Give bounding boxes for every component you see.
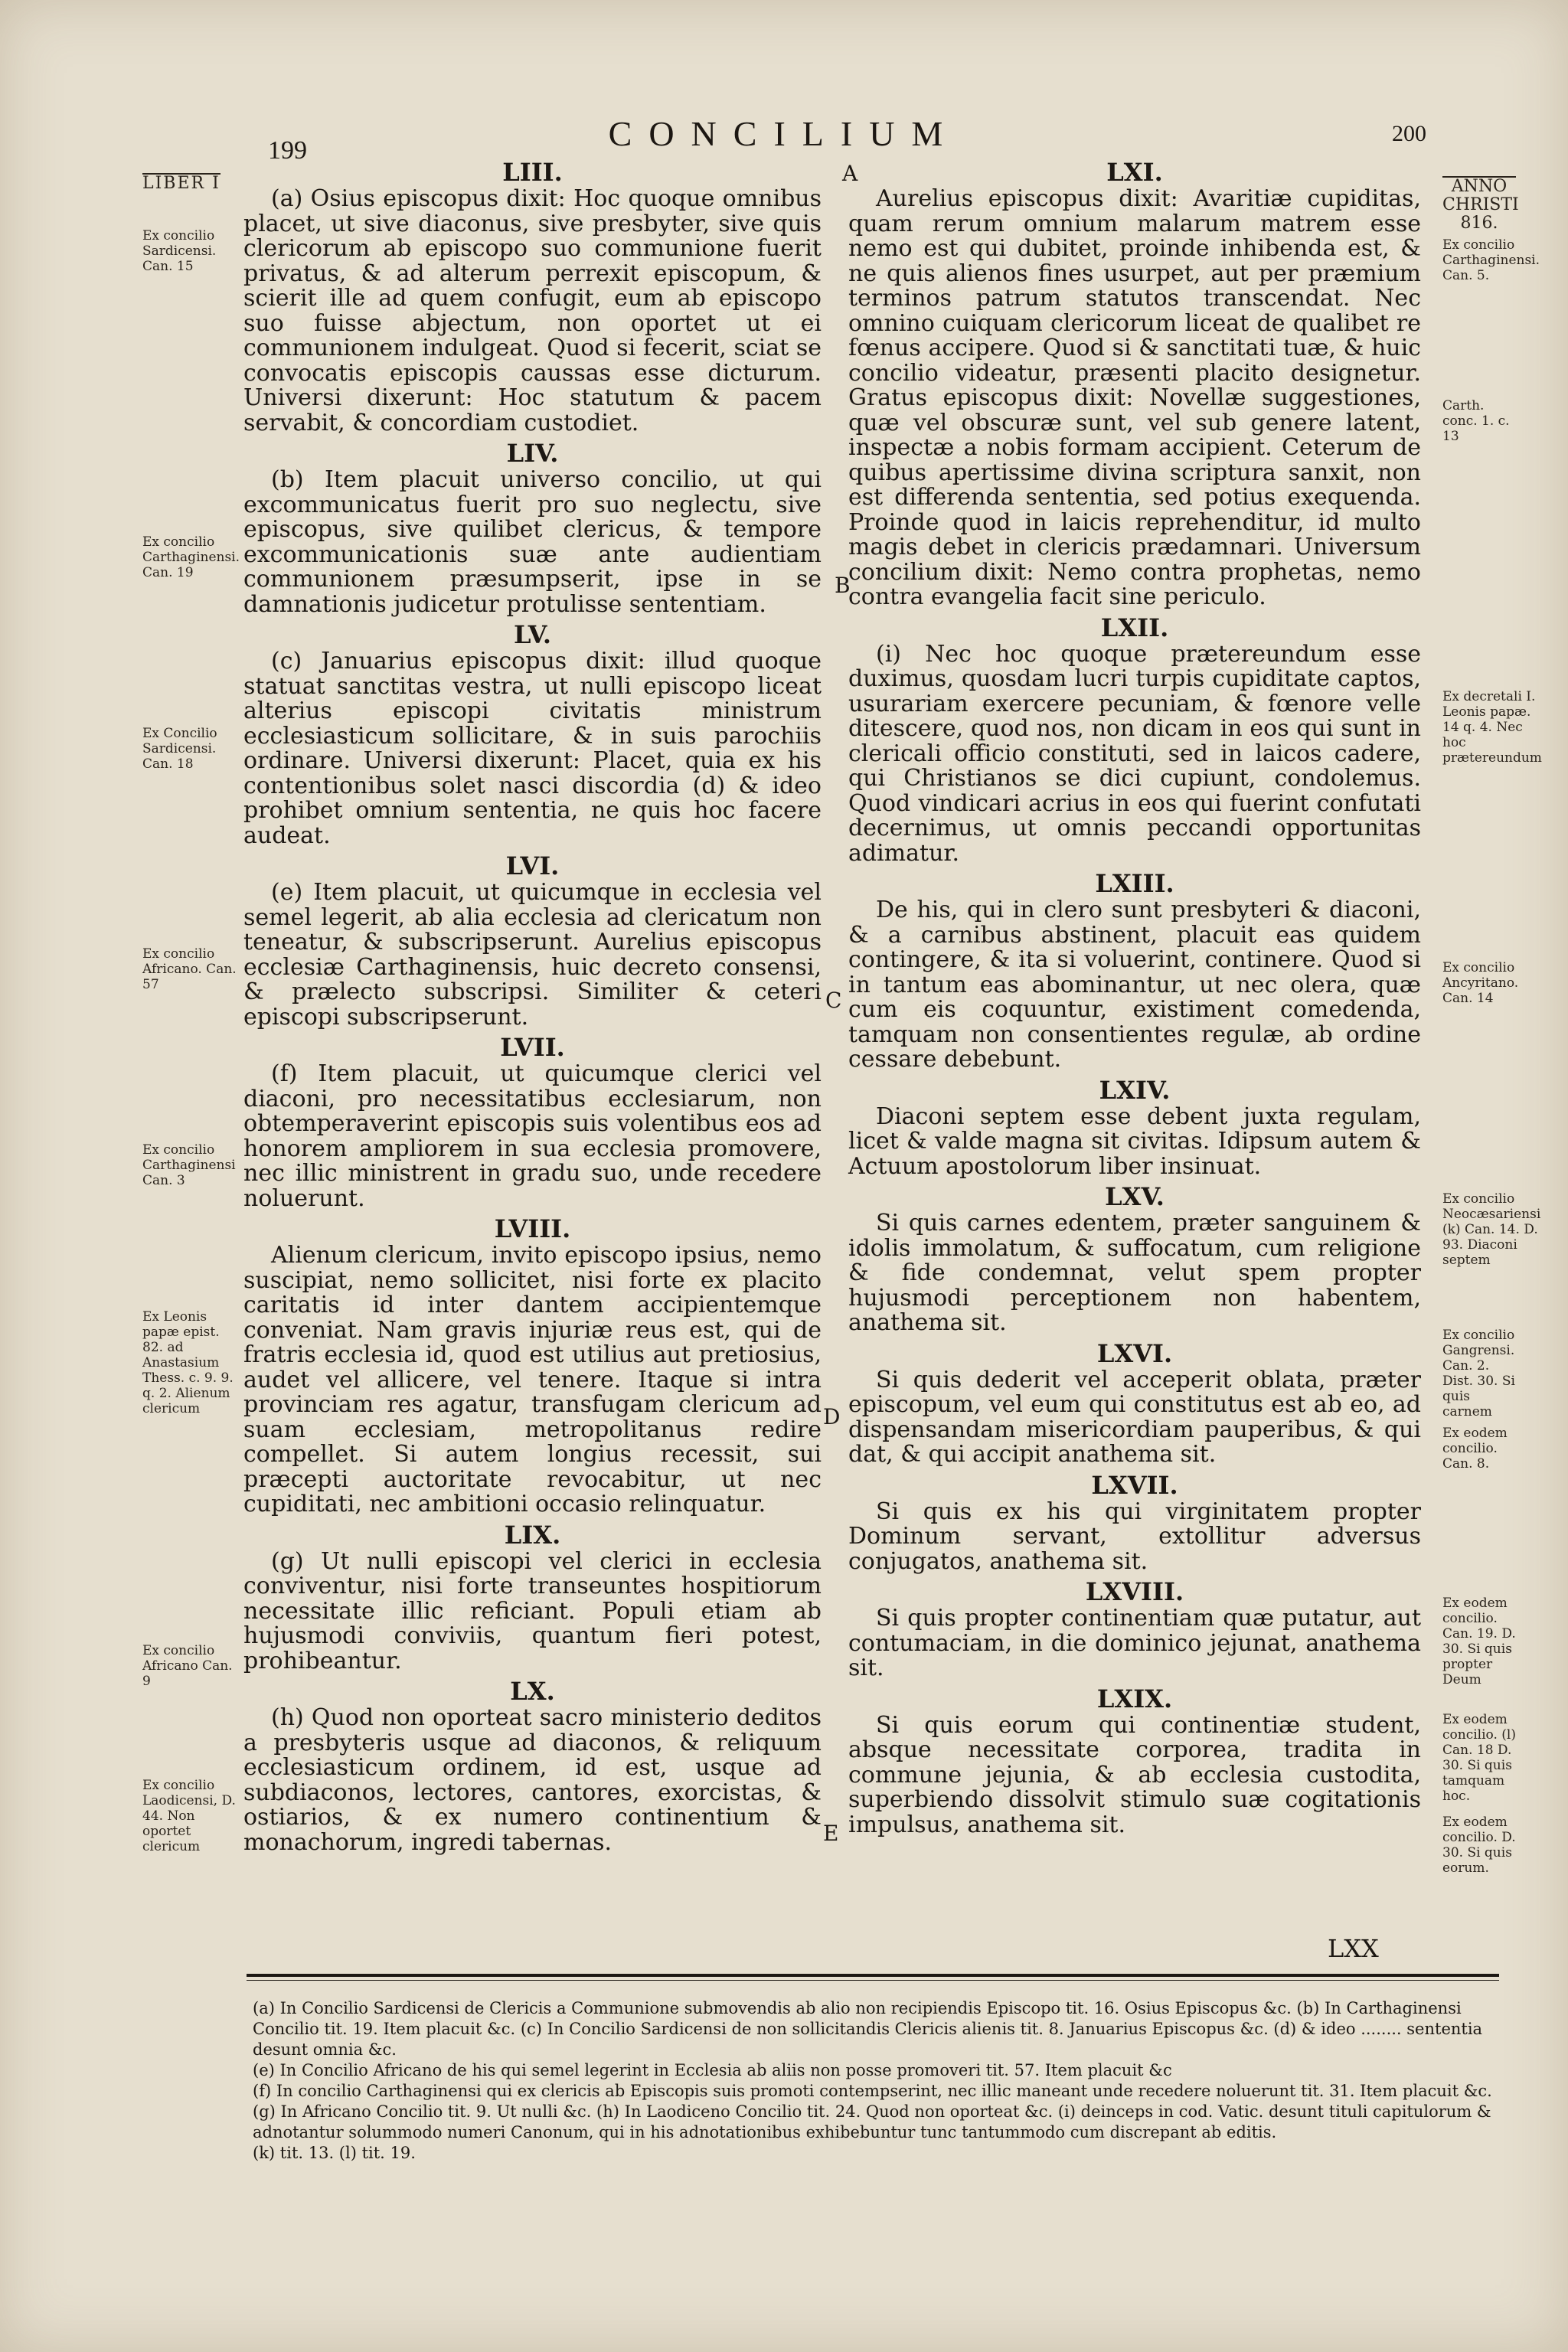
canon-lx: [243, 1677, 822, 1855]
canon-lxv: [848, 1182, 1421, 1336]
canon-text: De his, qui in clero sunt presbyteri & diaconi, & a carnibus abstinent, placuit eas quidem contingere, & ita si voluerint, continere. Quod si in tantum eas abominantur, ut nec olera, quæ cum eis coquuntur, existiment comedenda, tamquam non consentientes regulæ, ab ordine cessare debebunt.: [848, 897, 1421, 1073]
canon-text: (h) Quod non oporteat sacro ministerio deditos a presbyteris usque ad diaconos, & reliquum ecclesiasticum ordinem, id est, usque ad subdiaconos, lectores, cantores, exorcistas, & ostiarios, & ex numero continentium & monachorum, ingredi tabernas.: [243, 1704, 822, 1856]
canon-lviii: [243, 1214, 822, 1517]
margin-note: Ex eodem concilio. (l) Can. 18 D. 30. Si quis tamquam hoc.: [1442, 1712, 1516, 1804]
canon-number: LX.: [510, 1677, 555, 1706]
canon-text: Si quis carnes edentem, præter sanguinem & idolis immolatum, & suffocatum, cum religione & fide condemnat, velut spem propter hujusmodi perceptionem non habentem, anathema sit.: [848, 1210, 1421, 1336]
canon-number: LXII.: [1100, 612, 1169, 642]
book-label: LIBER I: [142, 174, 220, 193]
footnote: (k) tit. 13. (l) tit. 19.: [253, 2144, 416, 2162]
canon-lxiv: [848, 1076, 1421, 1180]
canon-liv: [243, 439, 822, 617]
margin-note: Carth. conc. 1. c. 13: [1442, 398, 1510, 444]
canon-number: LXVI.: [1096, 1338, 1173, 1368]
margin-note: Ex concilio Carthaginensi. Can. 19: [142, 534, 240, 580]
canon-lv: [243, 620, 822, 848]
canon-text: Si quis propter continentiam quæ putatur, aut contumaciam, in die dominico jejunat, anathema sit.: [848, 1605, 1421, 1681]
margin-note: Ex concilio Africano Can. 9: [142, 1643, 233, 1689]
margin-note: Ex eodem concilio. Can. 8.: [1442, 1426, 1508, 1472]
margin-note: Ex Leonis papæ epist. 82. ad Anastasium Thess. c. 9. 9. q. 2. Alienum clericum: [142, 1309, 234, 1416]
canon-number: LXIII.: [1095, 869, 1174, 898]
page-number-left: 199: [268, 136, 307, 165]
canon-number: LXIV.: [1099, 1075, 1171, 1105]
canon-text: (g) Ut nulli episcopi vel clerici in ecclesia conviventur, nisi forte transeuntes hospitiorum necessitate illic reficiant. Populi etiam ab hujusmodi conviviis, quantum fieri potest, prohibeantur.: [243, 1547, 822, 1674]
canon-lxiii: [848, 869, 1421, 1073]
canon-number: LXVIII.: [1085, 1577, 1184, 1606]
canon-lix: [243, 1521, 822, 1674]
catchword: LXX: [1328, 1934, 1379, 1963]
section-letter: C: [825, 988, 842, 1013]
left-column: [243, 158, 822, 1858]
anno-christi: ANNO CHRISTI 816.: [1442, 177, 1519, 233]
canon-number: LXI.: [1106, 158, 1163, 187]
margin-note: Ex concilio Laodicensi, D. 44. Non oportet clericum: [142, 1778, 236, 1854]
margin-note: Ex concilio Carthaginensi. Can. 5.: [1442, 237, 1540, 283]
canon-text: Si quis ex his qui virginitatem propter Dominum servant, extollitur adversus conjugatos, anathema sit.: [848, 1498, 1421, 1575]
margin-note: Ex concilio Gangrensi. Can. 2. Dist. 30. Si quis carnem: [1442, 1328, 1515, 1419]
footnote-rule-thin: [247, 1980, 1499, 1981]
canon-lxix: [848, 1684, 1421, 1838]
canon-lxi: [848, 158, 1421, 610]
canon-lvi: [243, 851, 822, 1030]
margin-note: Ex eodem concilio. Can. 19. D. 30. Si quis propter Deum: [1442, 1596, 1516, 1687]
canon-text: (i) Nec hoc quoque prætereundum esse duximus, quosdam lucri turpis cupiditate captos, usurariam exercere pecuniam, & fœnore velle ditescere, quod nos, non dicam in eos qui sunt in clericali officio constituti, sed in laicos cadere, qui Christianos se dici cupiunt, condolemus. Quod vindicari acrius in eos qui fuerint confutati decernimus, ut omnis peccandi opportunitas adimatur.: [848, 640, 1421, 867]
canon-text: Si quis dederit vel acceperit oblata, præter episcopum, vel eum qui constitutus est ab eo, ad dispensandam misericordiam pauperibus, & qui dat, & qui accipit anathema sit.: [848, 1366, 1421, 1468]
margin-note: Ex concilio Neocæsariensi (k) Can. 14. D. 93. Diaconi septem: [1442, 1191, 1541, 1268]
margin-note: Ex concilio Sardicensi. Can. 15: [142, 228, 217, 274]
canon-number: LIV.: [506, 439, 559, 468]
section-letter: B: [835, 573, 851, 598]
canon-number: LVI.: [505, 851, 560, 880]
margin-note: Ex eodem concilio. D. 30. Si quis eorum.: [1442, 1815, 1516, 1876]
section-letter: A: [842, 161, 858, 186]
canon-number: LVIII.: [494, 1214, 571, 1243]
canon-lxvi: [848, 1339, 1421, 1468]
margin-note: Ex concilio Carthaginensi Can. 3: [142, 1142, 236, 1188]
canon-text: Alienum clericum, invito episcopo ipsius, nemo suscipiat, nemo sollicitet, nisi forte ex placito caritatis id inter dantem accipientemque conveniat. Nam gravis injuriæ reus est, qui de fratris ecclesia id, quod est utilius aut pretiosius, audet vel allicere, vel tenere. Itaque si intra provinciam res agatur, transfugam clericum ad suam ecclesiam, metropolitanus redire compellet. Si autem longius recessit, sui præcepti auctoritate revocabitur, ut nec cupiditati, nec ambitioni occasio relinquatur.: [243, 1242, 822, 1517]
canon-number: LIX.: [504, 1520, 561, 1550]
canon-lxvii: [848, 1471, 1421, 1575]
canon-number: LXV.: [1105, 1182, 1165, 1211]
canon-text: Diaconi septem esse debent juxta regulam, licet & valde magna sit civitas. Idipsum autem & Actuum apostolorum liber insinuat.: [848, 1102, 1421, 1180]
margin-note: Ex concilio Africano. Can. 57: [142, 946, 237, 992]
page-number-right: 200: [1392, 121, 1426, 146]
canon-number: LXVII.: [1091, 1470, 1178, 1500]
canon-text: (b) Item placuit universo concilio, ut qui excommunicatus fuerit pro suo neglectu, sive episcopus, sive quilibet clericus, & tempore excommunicationis suæ ante audientiam communionem præsumpserit, ipse in se damnationis judicetur protulisse sententiam.: [243, 466, 822, 618]
section-letter: E: [823, 1821, 839, 1846]
margin-note: Ex Concilio Sardicensi. Can. 18: [142, 726, 217, 772]
right-column: [848, 158, 1421, 1841]
canon-lxii: [848, 613, 1421, 867]
canon-lvii: [243, 1033, 822, 1211]
margin-note: Ex decretali I. Leonis papæ. 14 q. 4. Nec hoc prætereundum: [1442, 689, 1542, 766]
canon-text: (a) Osius episcopus dixit: Hoc quoque omnibus placet, ut sive diaconus, sive presbyter, sive quis clericorum ab episcopo suo communione fuerit privatus, & ad alterum perrexit episcopum, & scierit ille ad quem confugit, eum ab episcopo suo fuisse abjectum, non oportet ut ei communionem indulgeat. Quod si fecerit, sciat se convocatis episcopis caussas esse dicturum. Universi dixerunt: Hoc statutum & pacem servabit, & concordiam custodiet.: [243, 185, 822, 436]
canon-number: LXIX.: [1096, 1684, 1173, 1713]
footnotes: [253, 1998, 1493, 2164]
canon-text: Si quis eorum qui continentiæ student, absque necessitate corporea, tradita in commune jejunia, & ab ecclesia custodita, superbiendo dissolvit stimulo suæ cogitationis impulsus, anathema sit.: [848, 1711, 1421, 1838]
footnote: (e) In Concilio Africano de his qui semel legerint in Ecclesia ab aliis non posse promoveri tit. 57. Item placuit &c: [253, 2061, 1172, 2079]
canon-liii: [243, 158, 822, 436]
canon-text: Aurelius episcopus dixit: Avaritiæ cupiditas, quam rerum omnium malarum matrem esse nemo est qui dubitet, proinde inhibenda est, & ne quis alienos fines usurpet, aut per præmium terminos patrum statutos transcendat. Nec omnino cuiquam clericorum liceat de qualibet re fœnus accipere. Quod si & sanctitati tuæ, & huic concilio videatur, præsenti placito designetur. Gratus episcopus dixit: Novellæ suggestiones, quæ vel obscuræ sunt, vel sub genere latent, inspectæ a nobis formam accipient. Ceterum de quibus apertissime divina scriptura sanxit, non est differenda sententia, sed potius exequenda. Proinde quod in laicis reprehenditur, id multo magis debet in clericis prædamnari. Universum concilium dixit: Nemo contra prophetas, nemo contra evangelia facit sine periculo.: [848, 185, 1421, 610]
canon-text: (e) Item placuit, ut quicumque in ecclesia vel semel legerit, ab alia ecclesia ad clericatum non teneatur, & subscripserunt. Aurelius episcopus ecclesiæ Carthaginensis, huic decreto consensi, & prælecto subscripsi. Similiter & ceteri episcopi subscripserunt.: [243, 879, 822, 1031]
margin-note: Ex concilio Ancyritano. Can. 14: [1442, 960, 1519, 1006]
canon-number: LIII.: [502, 158, 563, 187]
footnote: (f) In concilio Carthaginensi qui ex clericis ab Episcopis suis promoti contempserint, nec illic maneant unde recedere noluerunt tit. 31. Item placuit &c. (g) In Africano Concilio tit. 9. Ut nulli &c. (h) In Laodiceno Concilio tit. 24. Quod non oporteat &c. (i) deinceps in cod. Vatic. desunt tituli capitulorum & adnotantur solummodo numeri Canonum, qui in his adnotationibus exhibebuntur tunc tantummodo cum discrepant ab editis.: [253, 2082, 1492, 2141]
footnote-rule: [247, 1974, 1499, 1977]
section-letter: D: [823, 1404, 841, 1429]
canon-lxviii: [848, 1577, 1421, 1681]
canon-text: (c) Januarius episcopus dixit: illud quoque statuat sanctitas vestra, ut nulli episcopo liceat alterius episcopi civitatis ministrum ecclesiasticum sollicitare, & in suis parochiis ordinare. Universi dixerunt: Placet, quia ex his contentionibus solet nasci discordia (d) & ideo prohibet omnium sententia, ne quis hoc facere audeat.: [243, 648, 822, 849]
footnote: (a) In Concilio Sardicensi de Clericis a Communione submovendis ab alio non recipiendis Episcopo tit. 16. Osius Episcopus &c. (b) In Carthaginensi Concilio tit. 19. Item placuit &c. (c) In Concilio Sardicensi de non sollicitandis Clericis alienis tit. 8. Januarius Episcopus &c. (d) & ideo ........ sententia desunt omnia &c.: [253, 1999, 1483, 2059]
canon-text: (f) Item placuit, ut quicumque clerici vel diaconi, pro necessitatibus ecclesiarum, non obtemperaverint episcopis suis volentibus eos ad honorem ampliorem in sua ecclesia promovere, nec illic ministrent in gradu suo, unde recedere noluerunt.: [243, 1060, 822, 1212]
canon-number: LV.: [513, 620, 552, 649]
running-title: CONCILIUM: [608, 114, 960, 153]
canon-number: LVII.: [500, 1033, 565, 1062]
